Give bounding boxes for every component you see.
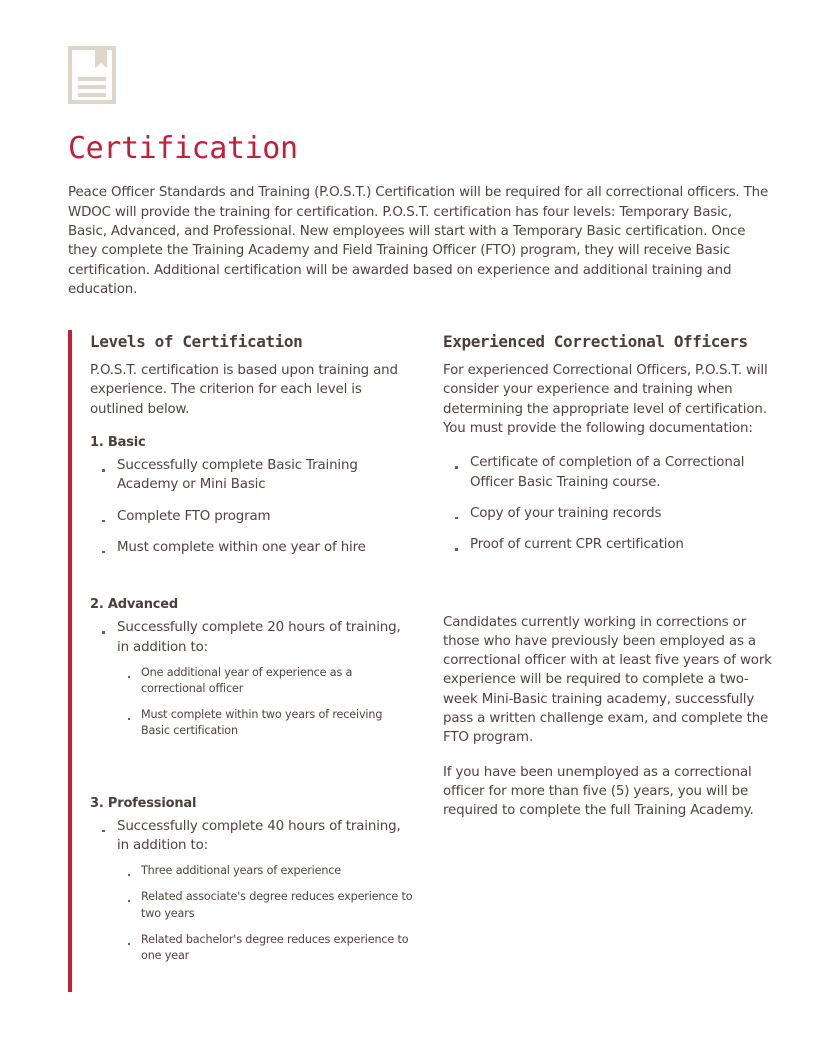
intro-paragraph: Peace Officer Standards and Training (P.O.S.T.) Certification will be required for all correctional officers. The WDOC will provide the training for certification. P.O.S.T. certification has four levels: Temporary Basic, Basic, Advanced, and Professional. New employees will start with a Temporary Basic certification. Once they complete the Training Academy and Field Training Officer (FTO) program, they will receive Basic certification. Additional certification will be awarded based on experience and additional training and education. [68,185,769,297]
left-column-intro: P.O.S.T. certification is based upon training and experience. The criterion for each level is outlined below. [90,363,398,417]
right-column-heading: Experienced Correctional Officers [443,332,748,351]
list-item [90,817,413,965]
list-item: Successfully complete Basic Training Academy or Mini Basic [90,456,413,495]
spacer [90,557,413,581]
list-item: Must complete within two years of receiving Basic certification [117,707,413,739]
list-item: Related associate's degree reduces experience to two years [117,889,413,921]
left-column-heading: Levels of Certification [90,332,303,351]
right-column [443,330,775,836]
level-advanced-list [90,618,413,739]
list-item-label: Successfully complete 40 hours of training, in addition to: [117,818,401,853]
page-title: Certification [68,131,298,167]
list-item-label: Successfully complete 20 hours of training, in addition to: [117,620,401,655]
level-title-basic: 1. Basic [90,435,146,451]
list-item: Must complete within one year of hire [90,538,413,557]
experienced-candidates-paragraph: Candidates currently working in corrections or those who have previously been employed as a correctional officer with at least five years of work experience will be required to complete a two-week Mini-Basic training academy, successfully pass a written challenge exam, and complete the FTO program. [443,614,772,746]
level-advanced-sublist [117,665,413,740]
spacer [443,595,775,613]
certificate-document-icon [68,46,116,104]
list-item: Related bachelor's degree reduces experience to one year [117,932,413,964]
right-column-intro: For experienced Correctional Officers, P.O.S.T. will consider your experience and training when determining the appropriate level of certification. You must provide the following documentation: [443,363,768,437]
list-item: Copy of your training records [443,504,775,523]
list-item: Complete FTO program [90,507,413,526]
level-title-advanced: 2. Advanced [90,597,179,613]
spacer [90,740,413,780]
list-item: Certificate of completion of a Correctional Officer Basic Training course. [443,453,775,492]
level-professional-list [90,817,413,965]
spacer [443,555,775,595]
unemployed-officers-paragraph: If you have been unemployed as a correctional officer for more than five (5) years, you will be required to complete the full Training Academy. [443,764,754,819]
required-documents-list [443,453,775,554]
list-item: Three additional years of experience [117,863,413,879]
list-item: Proof of current CPR certification [443,535,775,554]
left-column [68,330,413,992]
level-professional-sublist [117,863,413,964]
level-title-professional: 3. Professional [90,795,197,811]
list-item: One additional year of experience as a correctional officer [117,665,413,697]
level-basic-list [90,456,413,557]
list-item [90,618,413,739]
